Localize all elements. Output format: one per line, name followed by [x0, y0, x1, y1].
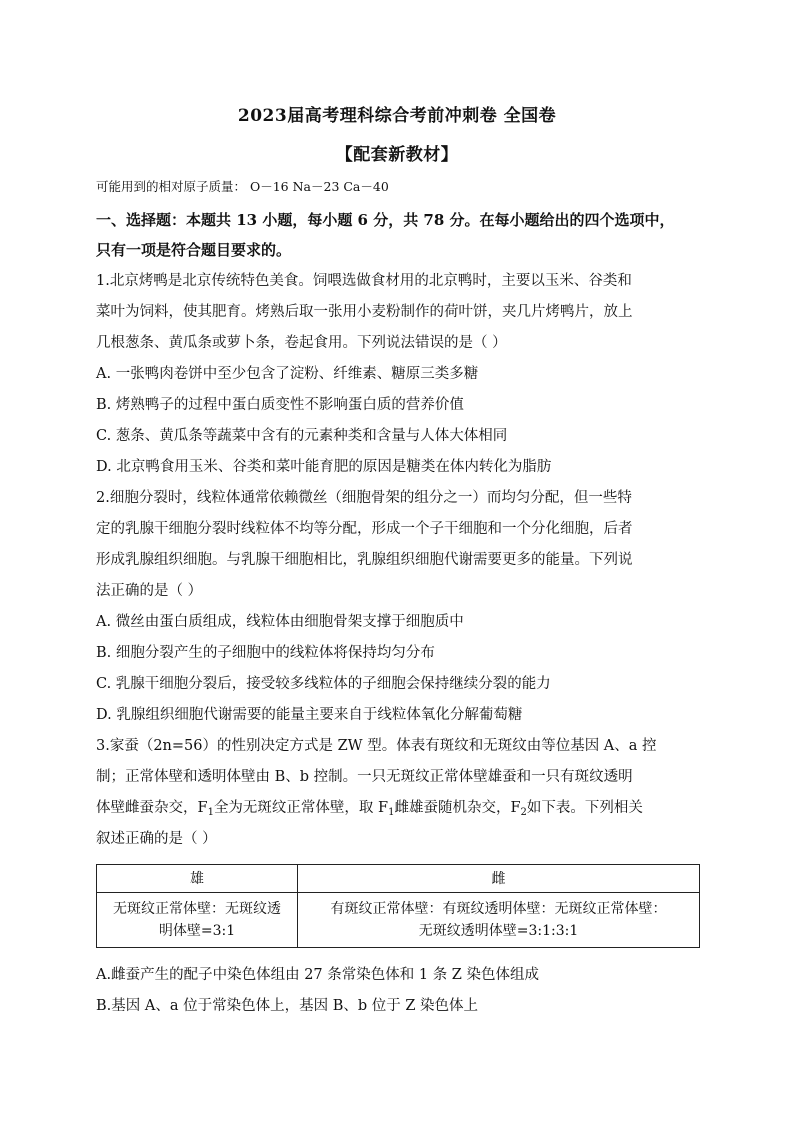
table-row: [97, 893, 700, 948]
q3-option-a: A.雌蚕产生的配子中染色体组由 27 条常染色体和 1 条 Z 染色体组成: [96, 967, 539, 983]
q3-stem-line3: [96, 798, 706, 818]
exam-title: 2023届高考理科综合考前冲刺卷 全国卷: [237, 106, 557, 126]
table-header-female: 雌: [298, 865, 700, 893]
q1-option-c: C. 葱条、黄瓜条等蔬菜中含有的元素种类和含量与人体大体相同: [96, 428, 508, 444]
q3-stem-text: 如下表。下列相关: [526, 800, 643, 816]
q1-option-b: B. 烤熟鸭子的过程中蛋白质变性不影响蛋白质的营养价值: [96, 397, 464, 413]
q3-results-table: [96, 864, 700, 948]
table-cell-male: [97, 893, 298, 948]
q3-option-b: B.基因 A、a 位于常染色体上，基因 B、b 位于 Z 染色体上: [96, 998, 479, 1014]
table-cell-female: [298, 893, 700, 948]
q1-stem-line2: 菜叶为饲料，使其肥育。烤熟后取一张用小麦粉制作的荷叶饼，夹几片烤鸭片，放上: [96, 304, 633, 320]
q2-option-b: B. 细胞分裂产生的子细胞中的线粒体将保持均匀分布: [96, 645, 435, 661]
q2-stem-line1: 2.细胞分裂时，线粒体通常依赖微丝（细胞骨架的组分之一）而均匀分配，但一些特: [96, 490, 632, 506]
q1-stem-line1: 1.北京烤鸭是北京传统特色美食。饲喂选做食材用的北京鸭时，主要以玉米、谷类和: [96, 273, 632, 289]
exam-subtitle: 【配套新教材】: [335, 145, 459, 165]
q1-option-a: A. 一张鸭肉卷饼中至少包含了淀粉、纤维素、糖原三类多糖: [96, 366, 479, 382]
table-header-male: 雄: [97, 865, 298, 893]
q3-stem-line4: 叙述正确的是（ ）: [96, 831, 217, 847]
section-heading-line2: 只有一项是符合题目要求的。: [96, 241, 292, 259]
q2-stem-line4: 法正确的是（ ）: [96, 583, 203, 599]
q3-stem-text: 雌雄蚕随机杂交，F: [394, 800, 521, 816]
atomic-masses: 可能用到的相对原子质量： O－16 Na－23 Ca－40: [96, 179, 389, 194]
q2-option-c: C. 乳腺干细胞分裂后，接受较多线粒体的子细胞会保持继续分裂的能力: [96, 676, 551, 692]
q1-option-d: D. 北京鸭食用玉米、谷类和菜叶能育肥的原因是糖类在体内转化为脂肪: [96, 459, 552, 475]
q3-stem-line2: 制；正常体壁和透明体壁由 B、b 控制。一只无斑纹正常体壁雄蚕和一只有斑纹透明: [96, 769, 633, 785]
male-ratio-line1: 无斑纹正常体壁：无斑纹透: [113, 901, 281, 917]
q2-stem-line3: 形成乳腺组织细胞。与乳腺干细胞相比，乳腺组织细胞代谢需要更多的能量。下列说: [96, 552, 633, 568]
q3-stem-line1: 3.家蚕（2n=56）的性别决定方式是 ZW 型。体表有斑纹和无斑纹由等位基因 A、a 控: [96, 738, 657, 754]
section-heading-line1: 一、选择题：本题共 13 小题，每小题 6 分，共 78 分。在每小题给出的四个选项中，: [96, 211, 675, 229]
subscript: 2: [520, 807, 527, 818]
table-header-row: [97, 865, 700, 893]
subscript: 1: [207, 807, 214, 818]
q2-option-d: D. 乳腺组织细胞代谢需要的能量主要来自于线粒体氧化分解葡萄糖: [96, 707, 523, 723]
q2-stem-line2: 定的乳腺干细胞分裂时线粒体不均等分配，形成一个子干细胞和一个分化细胞，后者: [96, 521, 633, 537]
q1-stem-line3: 几根葱条、黄瓜条或萝卜条，卷起食用。下列说法错误的是（ ）: [96, 335, 507, 351]
female-ratio-line2: 无斑纹透明体壁=3:1:3:1: [418, 923, 579, 939]
q2-option-a: A. 微丝由蛋白质组成，线粒体由细胞骨架支撑于细胞质中: [96, 614, 464, 630]
q3-stem-text: 全为无斑纹正常体壁，取 F: [213, 800, 389, 816]
subscript: 1: [388, 807, 395, 818]
male-ratio-line2: 明体壁=3:1: [158, 923, 236, 939]
female-ratio-line1: 有斑纹正常体壁：有斑纹透明体壁：无斑纹正常体壁：: [330, 901, 667, 917]
q3-stem-text: 体壁雌蚕杂交，F: [96, 800, 208, 816]
